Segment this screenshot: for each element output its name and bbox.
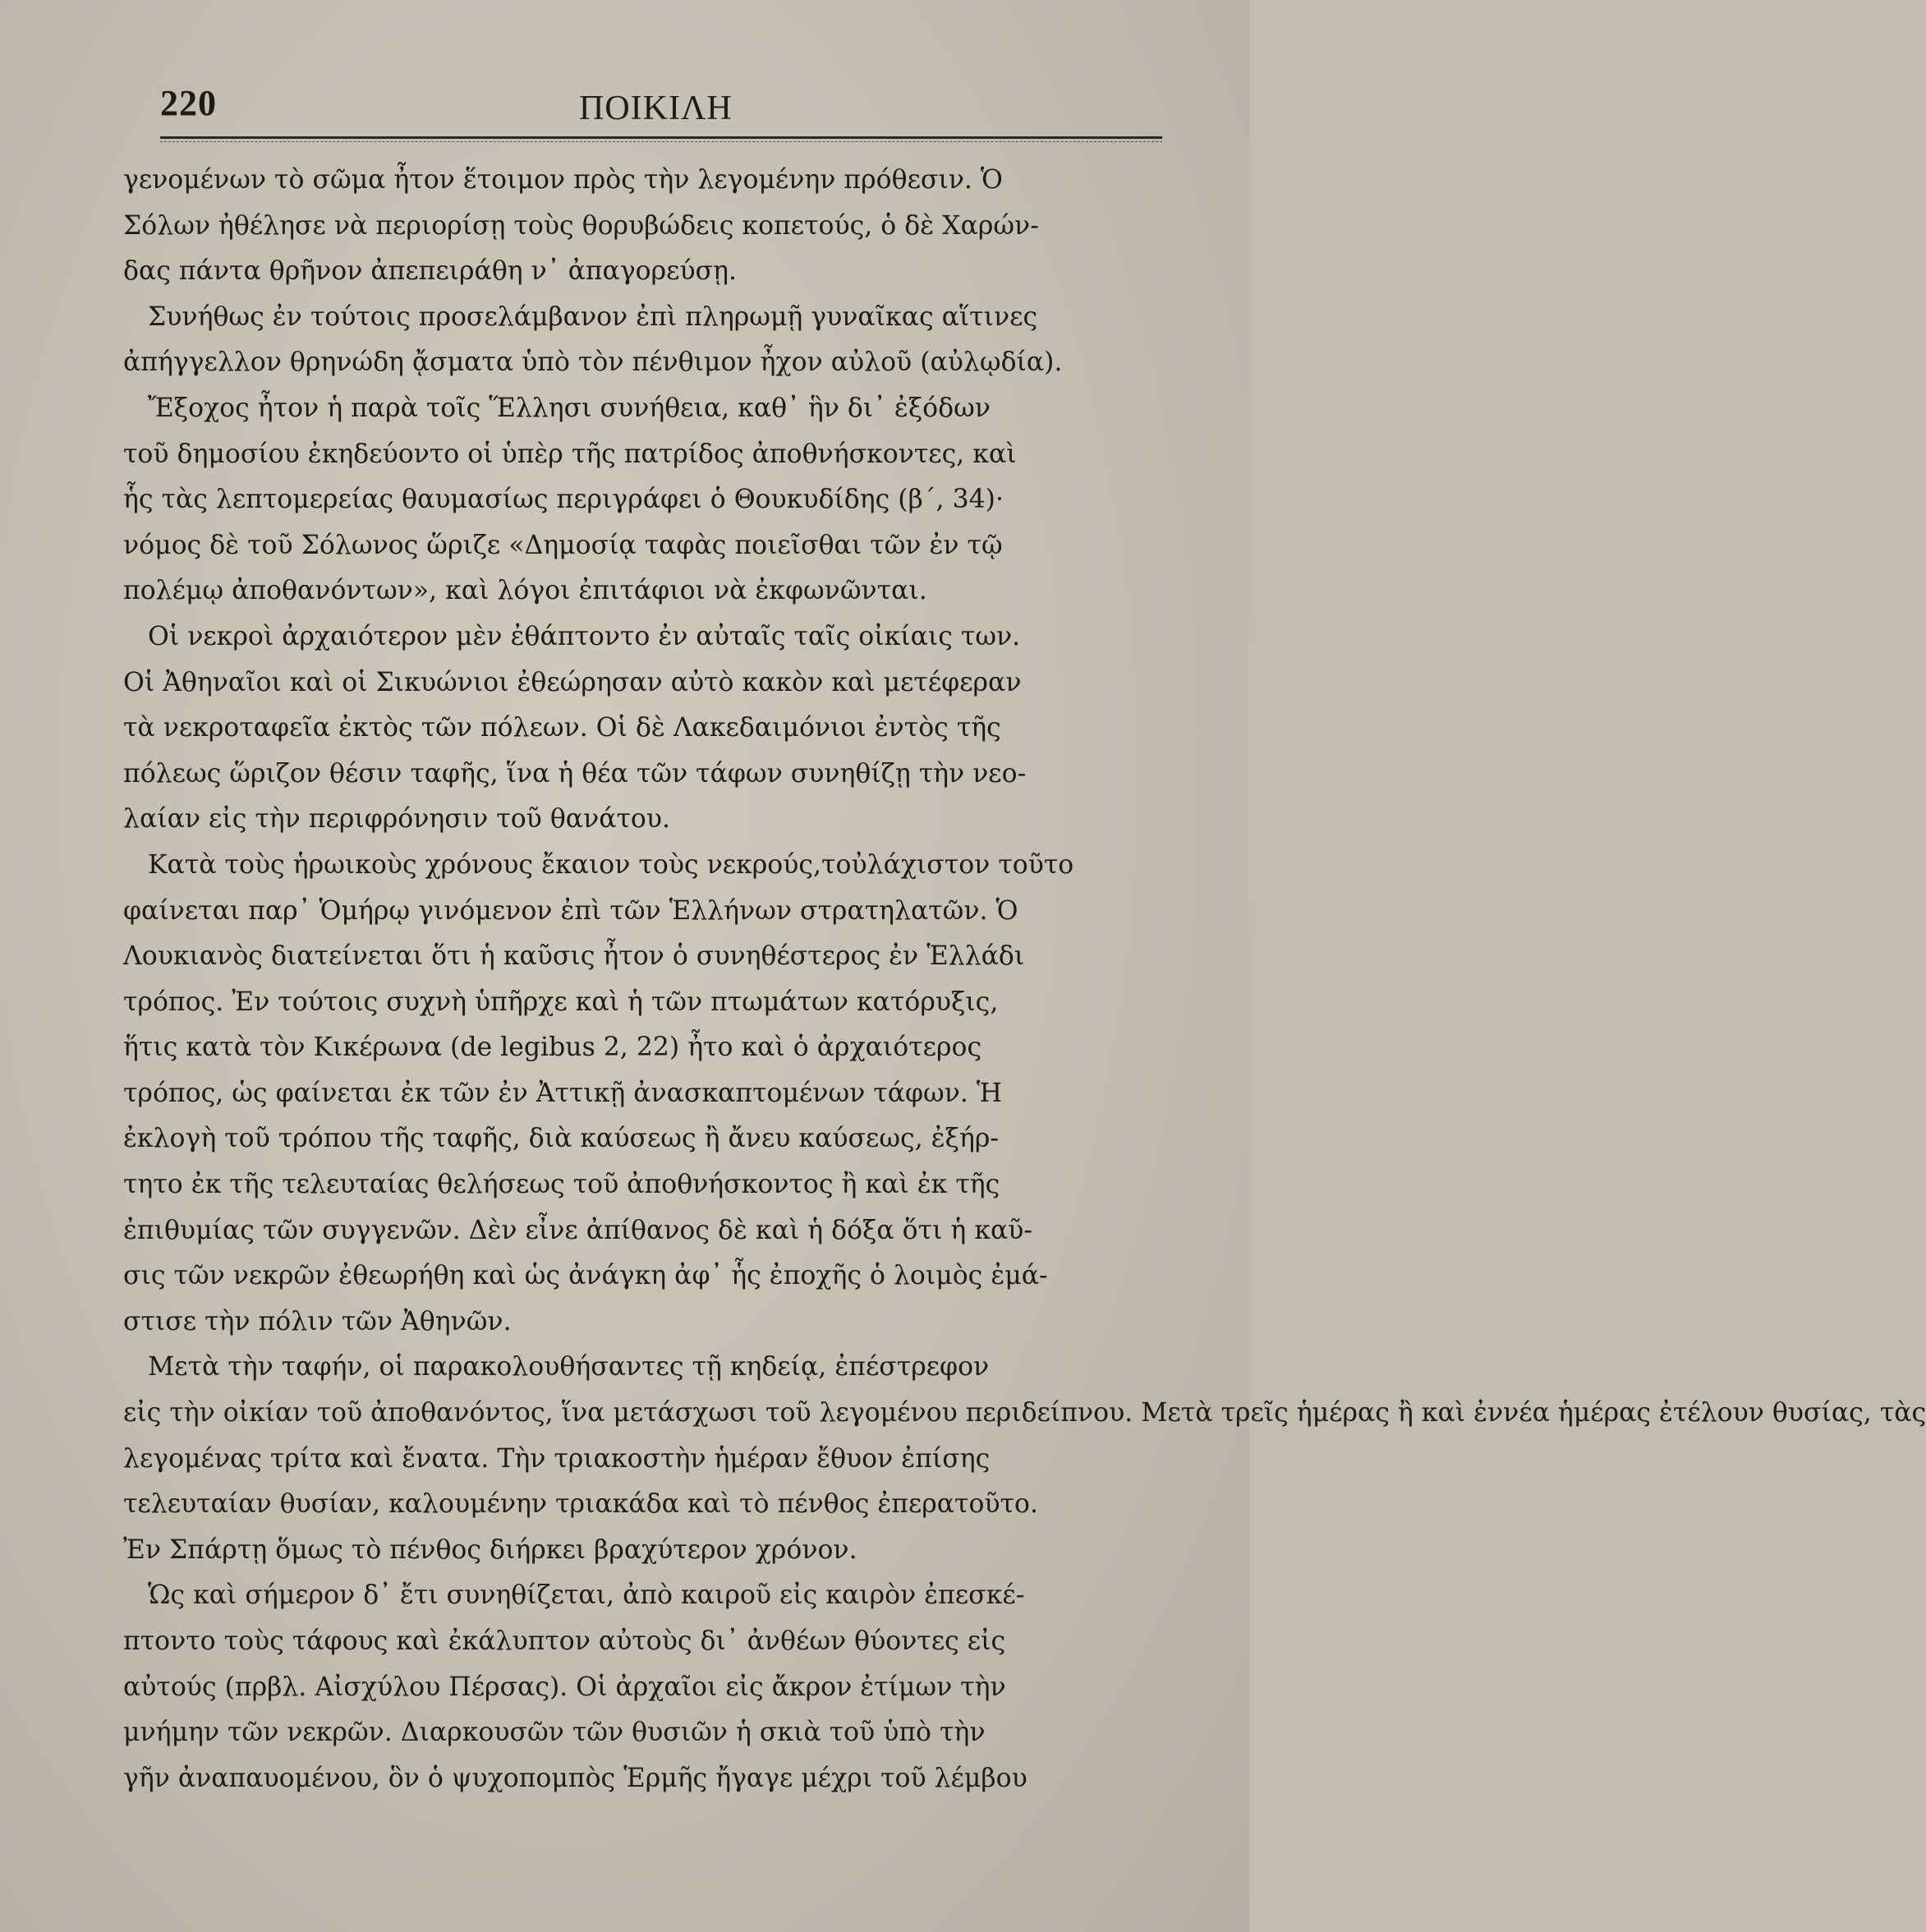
text-line: τρόπος. Ἐν τούτοις συχνὴ ὑπῆρχε καὶ ἡ τῶν πτωμάτων κατόρυξις,	[123, 987, 999, 1017]
text-line: Ὡς καὶ σήμερον δ᾽ ἔτι συνηθίζεται, ἀπὸ καιροῦ εἰς καιρὸν ἐπεσκέ-	[148, 1580, 1025, 1611]
text-line: εἰς τὴν οἰκίαν τοῦ ἀποθανόντος, ἵνα μετάσχωσι τοῦ λεγομένου περιδείπνου. Μετὰ τρεῖς ἡμέρας ἢ καὶ ἐννέα ἡμέρας ἐτέλουν θυσίας, τὰς	[123, 1398, 1926, 1428]
text-line: πολέμῳ ἀποθανόντων», καὶ λόγοι ἐπιτάφιοι νὰ ἐκφωνῶνται.	[123, 576, 927, 606]
text-line: Ἔξοχος ἦτον ἡ παρὰ τοῖς Ἕλλησι συνήθεια, καθ᾽ ἣν δι᾽ ἐξόδων	[148, 393, 991, 423]
text-line: νόμος δὲ τοῦ Σόλωνος ὥριζε «Δημοσίᾳ ταφὰς ποιεῖσθαι τῶν ἐν τῷ	[123, 530, 1003, 560]
text-line: πόλεως ὥριζον θέσιν ταφῆς, ἵνα ἡ θέα τῶν τάφων συνηθίζῃ τὴν νεο-	[123, 758, 1027, 789]
text-line: Μετὰ τὴν ταφήν, οἱ παρακολουθήσαντες τῇ κηδείᾳ, ἐπέστρεφον	[148, 1352, 990, 1382]
text-line: τελευταίαν θυσίαν, καλουμένην τριακάδα καὶ τὸ πένθος ἐπερατοῦτο.	[123, 1489, 1039, 1520]
text-line: Κατὰ τοὺς ἡρωικοὺς χρόνους ἔκαιον τοὺς νεκρούς,τοὐλάχιστον τοῦτο	[148, 849, 1074, 880]
text-line: πτοντο τοὺς τάφους καὶ ἐκάλυπτον αὐτοὺς δι᾽ ἀνθέων θύοντες εἰς	[123, 1626, 1006, 1656]
text-line: λεγομένας τρίτα καὶ ἔνατα. Τὴν τριακοστὴν ἡμέραν ἔθυον ἐπίσης	[123, 1443, 991, 1474]
text-line: σις τῶν νεκρῶν ἐθεωρήθη καὶ ὡς ἀνάγκη ἀφ᾽ ἧς ἐποχῆς ὁ λοιμὸς ἐμά-	[123, 1261, 1048, 1291]
text-line: γενομένων τὸ σῶμα ἦτον ἕτοιμον πρὸς τὴν λεγομένην πρόθεσιν. Ὁ	[123, 165, 1003, 195]
text-line: λαίαν εἰς τὴν περιφρόνησιν τοῦ θανάτου.	[123, 804, 671, 835]
text-line: Σόλων ἠθέλησε νὰ περιορίσῃ τοὺς θορυβώδεις κοπετούς, ὁ δὲ Χαρών-	[123, 210, 1039, 241]
text-line: ἀπήγγελλον θρηνώδη ᾄσματα ὑπὸ τὸν πένθιμον ἦχον αὐλοῦ (αὐλῳδία).	[123, 347, 1063, 378]
text-line: Συνήθως ἐν τούτοις προσελάμβανον ἐπὶ πληρωμῇ γυναῖκας αἵτινες	[148, 301, 1038, 332]
header-rule-dashed	[160, 141, 1162, 142]
text-line: Οἱ Ἀθηναῖοι καὶ οἱ Σικυώνιοι ἐθεώρησαν αὐτὸ κακὸν καὶ μετέφεραν	[123, 667, 1022, 697]
text-line: Λουκιανὸς διατείνεται ὅτι ἡ καῦσις ἦτον ὁ συνηθέστερος ἐν Ἑλλάδι	[123, 941, 1025, 972]
text-line: φαίνεται παρ᾽ Ὁμήρῳ γινόμενον ἐπὶ τῶν Ἑλλήνων στρατηλατῶν. Ὁ	[123, 895, 1018, 926]
text-line: τρόπος, ὡς φαίνεται ἐκ τῶν ἐν Ἀττικῇ ἀνασκαπτομένων τάφων. Ἡ	[123, 1078, 1003, 1108]
text-line: τὰ νεκροταφεῖα ἐκτὸς τῶν πόλεων. Οἱ δὲ Λακεδαιμόνιοι ἐντὸς τῆς	[123, 713, 1001, 743]
text-line: αὐτούς (πρβλ. Αἰσχύλου Πέρσας). Οἱ ἀρχαῖοι εἰς ἄκρον ἐτίμων τὴν	[123, 1672, 1006, 1702]
text-line: Ἐν Σπάρτῃ ὅμως τὸ πένθος διήρκει βραχύτερον χρόνον.	[123, 1534, 857, 1565]
text-line: στισε τὴν πόλιν τῶν Ἀθηνῶν.	[123, 1306, 512, 1336]
text-line: γῆν ἀναπαυομένου, ὃν ὁ ψυχοπομπὸς Ἑρμῆς ἤγαγε μέχρι τοῦ λέμβου	[123, 1763, 1027, 1793]
header-rule	[160, 136, 1162, 139]
page-number: 220	[160, 83, 217, 123]
text-line: τοῦ δημοσίου ἐκηδεύοντο οἱ ὑπὲρ τῆς πατρίδος ἀποθνήσκοντες, καὶ	[123, 439, 1017, 469]
text-line: ἐκλογὴ τοῦ τρόπου τῆς ταφῆς, διὰ καύσεως ἢ ἄνευ καύσεως, ἐξήρ-	[123, 1124, 1000, 1154]
text-line: τητο ἐκ τῆς τελευταίας θελήσεως τοῦ ἀποθνήσκοντος ἢ καὶ ἐκ τῆς	[123, 1170, 1000, 1200]
text-line: δας πάντα θρῆνον ἀπεπειράθη ν᾽ ἀπαγορεύσῃ.	[123, 256, 737, 287]
text-line: Οἱ νεκροὶ ἀρχαιότερον μὲν ἐθάπτοντο ἐν αὐταῖς ταῖς οἰκίαις των.	[148, 621, 1021, 651]
page-header	[160, 82, 1154, 131]
text-line: ἧς τὰς λεπτομερείας θαυμασίως περιγράφει ὁ Θουκυδίδης (β´, 34)·	[123, 485, 1004, 515]
text-line: ἥτις κατὰ τὸν Κικέρωνα (de legibus 2, 22) ἦτο καὶ ὁ ἀρχαιότερος	[123, 1033, 982, 1063]
body-text	[123, 158, 1926, 1801]
text-line: ἐπιθυμίας τῶν συγγενῶν. Δὲν εἶνε ἀπίθανος δὲ καὶ ἡ δόξα ὅτι ἡ καῦ-	[123, 1215, 1033, 1245]
running-head: ΠΟΙΚΙΛΗ	[579, 90, 733, 127]
text-line: μνήμην τῶν νεκρῶν. Διαρκουσῶν τῶν θυσιῶν ἡ σκιὰ τοῦ ὑπὸ τὴν	[123, 1718, 986, 1748]
